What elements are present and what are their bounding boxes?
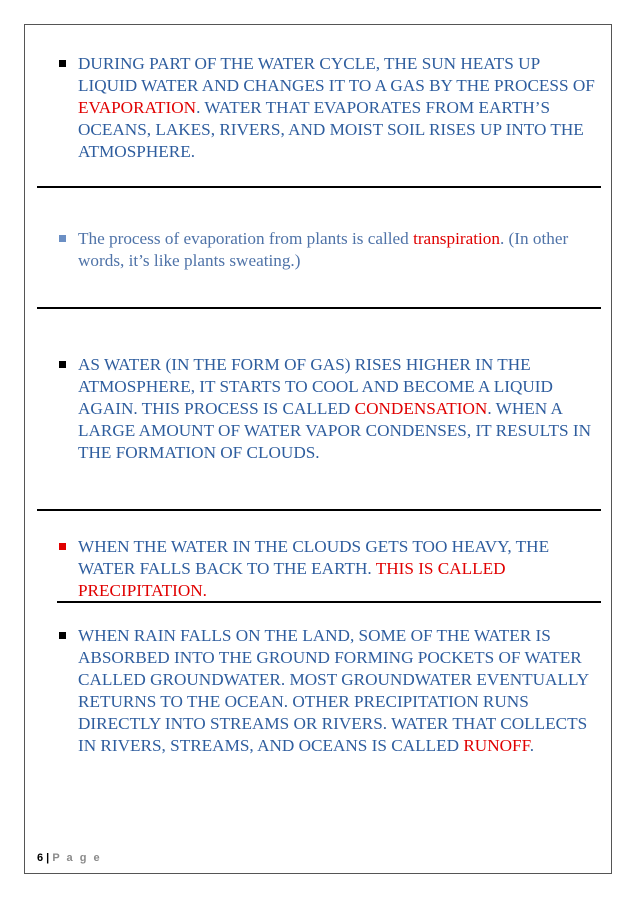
text-after: . WATER THAT EVAPORATES FROM EARTH’S OCEANS, LAKES, RIVERS, AND MOIST SOIL RISES UP INTO THE ATMOSPHERE.: [78, 98, 584, 161]
page-label: P a g e: [52, 852, 102, 864]
page-number: 6: [37, 852, 44, 864]
square-bullet-icon: [59, 543, 66, 550]
term-transpiration: transpiration: [413, 229, 500, 248]
bullet-runoff: [57, 625, 602, 757]
text-before: WHEN RAIN FALLS ON THE LAND, SOME OF THE WATER IS ABSORBED INTO THE GROUND FORMING POCKETS OF WATER CALLED GROUNDWATER. MOST GROUNDWATER EVENTUALLY RETURNS TO THE OCEAN. OTHER PRECIPITATION RUNS DIRECTLY INTO STREAMS OR RIVERS. WATER THAT COLLECTS IN RIVERS, STREAMS, AND OCEANS IS CALLED: [78, 626, 589, 755]
bullet-evaporation: [57, 53, 602, 163]
term-runoff: RUNOFF: [463, 736, 530, 755]
bullet-text: [57, 354, 602, 464]
text-before: AS WATER (IN THE FORM OF GAS) RISES HIGHER IN THE ATMOSPHERE, IT STARTS TO COOL AND BECOME A LIQUID AGAIN. THIS PROCESS IS CALLED: [78, 355, 553, 418]
term-precipitation: THIS IS CALLED PRECIPITATION.: [78, 559, 506, 600]
bullet-text: [57, 228, 602, 272]
term-condensation: CONDENSATION: [354, 399, 488, 418]
term-evaporation: EVAPORATION: [78, 98, 197, 117]
bullet-transpiration: [57, 228, 602, 272]
text-before: DURING PART OF THE WATER CYCLE, THE SUN HEATS UP LIQUID WATER AND CHANGES IT TO A GAS BY THE PROCESS OF: [78, 54, 595, 95]
page-footer: [37, 852, 102, 864]
text-after: .: [529, 736, 535, 755]
text-after: . WHEN A LARGE AMOUNT OF WATER VAPOR CONDENSES, IT RESULTS IN THE FORMATION OF CLOUDS.: [78, 399, 591, 462]
bullet-text: [57, 536, 602, 602]
divider-rule: [37, 186, 601, 188]
text-before: WHEN THE WATER IN THE CLOUDS GETS TOO HEAVY, THE WATER FALLS BACK TO THE EARTH.: [78, 537, 550, 578]
bullet-condensation: [57, 354, 602, 464]
divider-rule: [37, 307, 601, 309]
square-bullet-icon: [59, 60, 66, 67]
square-bullet-icon: [59, 235, 66, 242]
bullet-text: [57, 53, 602, 163]
divider-rule: [57, 601, 601, 603]
square-bullet-icon: [59, 632, 66, 639]
divider-rule: [37, 509, 601, 511]
bullet-text: [57, 625, 602, 757]
footer-separator: |: [43, 852, 53, 864]
text-before: The process of evaporation from plants is called: [78, 229, 414, 248]
bullet-precipitation: [57, 536, 602, 602]
square-bullet-icon: [59, 361, 66, 368]
text-after: . (In other words, it’s like plants sweating.): [78, 229, 569, 270]
